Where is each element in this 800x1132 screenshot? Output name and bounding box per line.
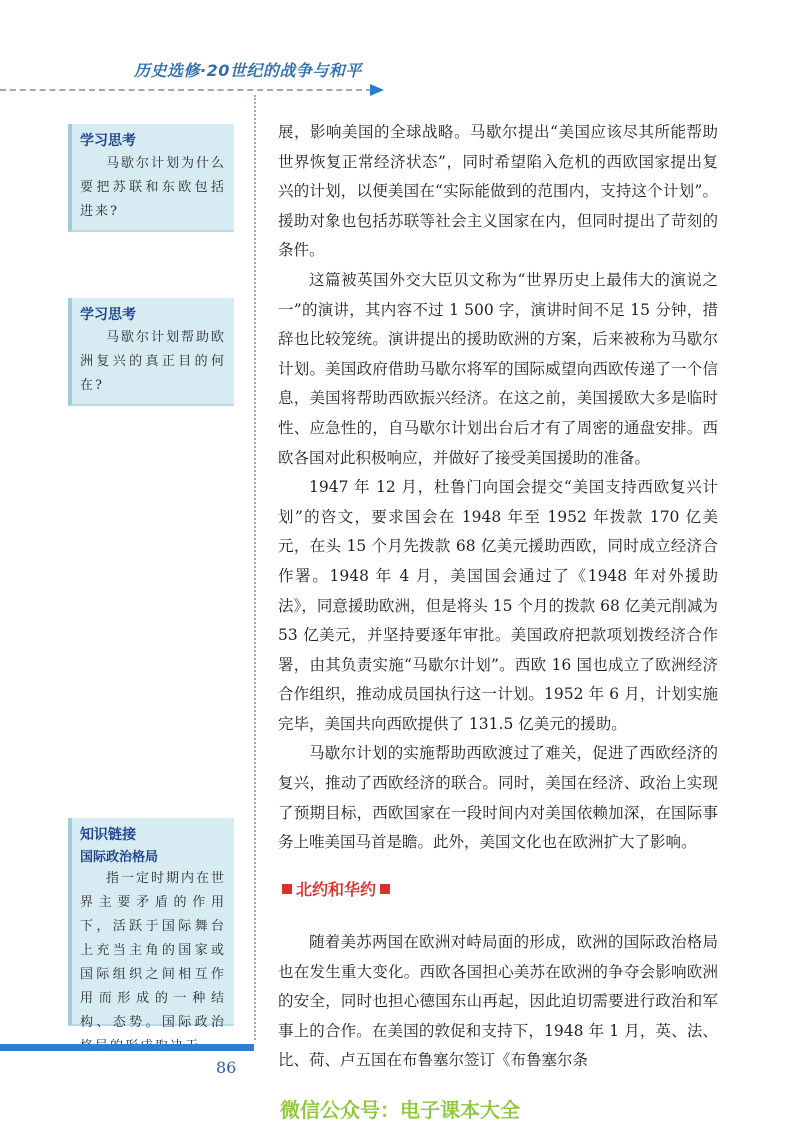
arrow-right-icon (370, 84, 384, 96)
paragraph: 1947 年 12 月，杜鲁门向国会提交“美国支持西欧复兴计划”的咨文，要求国会在 1948 年至 1952 年拨款 170 亿美元，在头 15 个月先拨款 68 亿美元援助西欧，同时成立经济合作署。1948 年 4 月，美国国会通过了《1948 年对外援助法》，同意援助欧洲，但是将头 15 个月的拨款 68 亿美元削减为 53 亿美元，并坚持要逐年审批。美国政府把款项划拨经济合作署，由其负责实施“马歇尔计划”。西欧 16 国也成立了欧洲经济合作组织，推动成员国执行这一计划。1952 年 6 月，计划实施完毕，美国共向西欧提供了 131.5 亿美元的援助。 (278, 478, 718, 733)
section-heading-text: 北约和华约 (296, 880, 377, 899)
study-thinking-box-1 (68, 124, 234, 232)
paragraph: 展，影响美国的全球战略。马歇尔提出“美国应该尽其所能帮助世界恢复正常经济状态”，同时希望陷入危机的西欧国家提出复兴的计划，以便美国在“实际能做到的范围内，支持这个计划”。援助对象也包括苏联等社会主义国家在内，但同时提出了苛刻的条件。 (278, 123, 718, 260)
main-text-section (278, 928, 718, 1076)
sidebox-text: 马歇尔计划帮助欧洲复兴的真正目的何在? (80, 330, 227, 393)
knowledge-link-box (68, 818, 234, 1030)
sidebox-subtitle: 国际政治格局 (80, 850, 159, 865)
study-thinking-box-2 (68, 298, 234, 406)
main-text (278, 118, 718, 858)
page-number: 86 (216, 1058, 237, 1077)
square-bullet-icon (282, 884, 292, 894)
sidebox-title: 学习思考 (80, 133, 136, 149)
header-dashed-rule (0, 89, 372, 91)
square-bullet-icon (380, 884, 390, 894)
paragraph: 马歇尔计划的实施帮助西欧渡过了难关，促进了西欧经济的复兴，推动了西欧经济的联合。同时，美国在经济、政治上实现了预期目标，西欧国家在一段时间内对美国依赖加深，在国际事务上唯美国马首是瞻。此外，美国文化也在欧洲扩大了影响。 (278, 744, 718, 852)
sidebox-title: 知识链接 (80, 827, 136, 843)
sidebox-text: 马歇尔计划为什么要把苏联和东欧包括进来? (80, 156, 227, 219)
footer-bar (0, 1044, 254, 1051)
section-heading (278, 877, 394, 900)
sidebox-text: 指一定时期内在世界主要矛盾的作用下，活跃于国际舞台上充当主角的国家或国际组织之间相互作用而形成的一种结构、态势。国际政治 (80, 871, 227, 1030)
paragraph: 随着美苏两国在欧洲对峙局面的形成，欧洲的国际政治格局也在发生重大变化。西欧各国担心美苏在欧洲的争夺会影响欧洲的安全，同时也担心德国东山再起，因此迫切需要进行政治和军事上的合作。在美国的敦促和支持下，1948 年 1 月，英、法、比、荷、卢五国在布鲁塞尔签订《布鲁塞尔条 (278, 933, 718, 1070)
column-divider (254, 95, 256, 1040)
watermark: 微信公众号：电子课本大全 (280, 1098, 520, 1122)
paragraph: 这篇被英国外交大臣贝文称为“世界历史上最伟大的演说之一”的演讲，其内容不过 1 500 字，演讲时间不足 15 分钟，措辞也比较笼统。演讲提出的援助欧洲的方案，后来被称为马歇尔计划。美国政府借助马歇尔将军的国际威望向西欧传递了一个信息，美国将帮助西欧振兴经济。在这之前，美国援欧大多是临时性、应急性的，自马歇尔计划出台后才有了周密的通盘安排。西欧各国对此积极响应，并做好了接受美国援助的准备。 (278, 270, 718, 467)
sidebox-title: 学习思考 (80, 307, 136, 323)
header-title: 历史选修·20世纪的战争与和平 (134, 61, 362, 80)
